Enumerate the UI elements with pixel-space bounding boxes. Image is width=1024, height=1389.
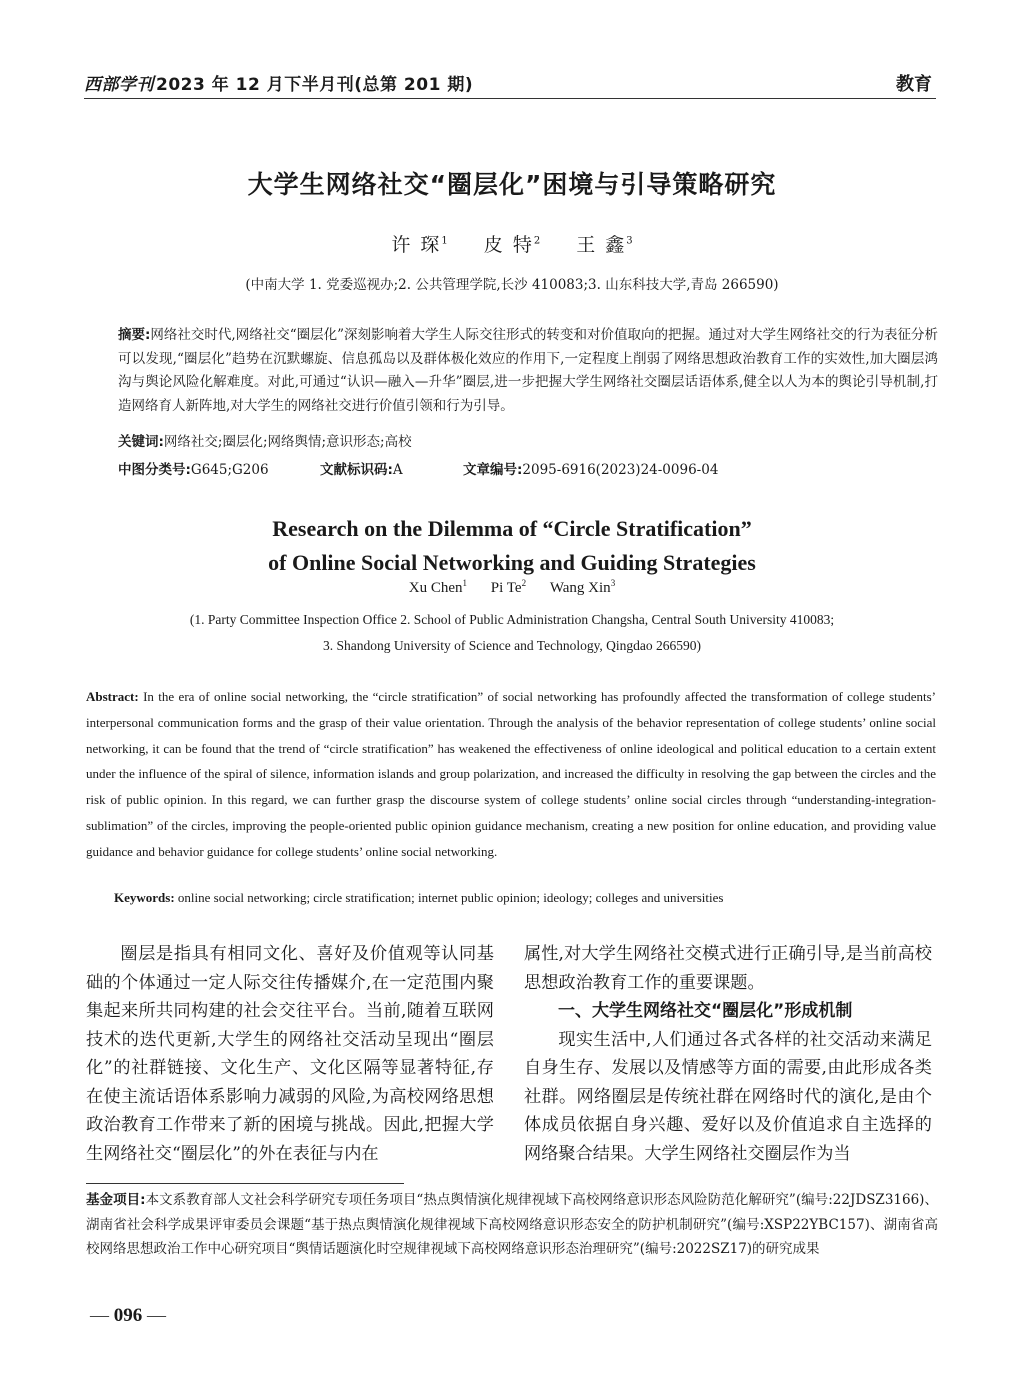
footnote-text: 本文系教育部人文社会科学研究专项任务项目“热点舆情演化规律视域下高校网络意识形态风险防范化解研究”(编号:22JDSZ3166)、湖南省社会科学成果评审委员会课题“基于热点舆情演化规律视域下高校网络意识形态安全的防护机制研究”(编号:XSP22YBC157)、湖南省高校网络思想政治工作中心研究项目“舆情话题演化时空规律视域下高校网络意识形态治理研究”(编号:2022SZ17)的研究成果 [86, 1192, 938, 1257]
doc-code-value: A [392, 462, 403, 478]
en-author: Pi Te$^2$ [490, 578, 527, 596]
clc-label: 中图分类号: [118, 462, 191, 478]
zh-keywords-label: 关键词: [118, 434, 164, 450]
zh-title: 大学生网络社交“圈层化”困境与引导策略研究 [247, 170, 777, 199]
en-author: Wang Xin$^3$ [549, 578, 616, 596]
page-number: — 096 — [90, 1305, 166, 1326]
en-title-line: of Online Social Networking and Guiding Strategies [268, 550, 756, 575]
body-column-left [86, 940, 494, 1168]
en-keywords [114, 890, 936, 906]
zh-abstract-text: 网络社交时代,网络社交“圈层化”深刻影响着大学生人际交往形式的转变和对价值取向的把握。通过对大学生网络社交的行为表征分析可以发现,“圈层化”趋势在沉默螺旋、信息孤岛以及群体极化效应的作用下,一定程度上削弱了网络思想政治教育工作的实效性,加大圈层鸿沟与舆论风险化解难度。对此,可通过“认识—融入—升华”圈层,进一步把握大学生网络社交圈层话语体系,健全以人为本的舆论引导机制,打造网络育人新阵地,对大学生的网络社交进行价值引领和行为引导。 [118, 327, 938, 414]
en-authors [0, 578, 1024, 597]
zh-authors [0, 230, 1024, 257]
body-paragraph: 现实生活中,人们通过各式各样的社交活动来满足自身生存、发展以及情感等方面的需要,由此形成各类社群。网络圈层是传统社群在网络时代的演化,是由个体成员依据自身兴趣、爱好以及价值追求自主选择的网络聚合结果。大学生网络社交圈层作为当 [524, 1029, 932, 1164]
zh-author: 王 鑫$^3$ [576, 234, 633, 256]
section-label: 教育 [896, 74, 932, 95]
doc-code-label: 文献标识码: [320, 462, 393, 478]
en-keywords-text: online social networking; circle stratification; internet public opinion; ideology; colleges and universities [177, 890, 724, 905]
zh-classification [118, 458, 938, 478]
article-no-value: 2095-6916(2023)24-0096-04 [522, 462, 719, 478]
zh-keywords-text: 网络社交;圈层化;网络舆情;意识形态;高校 [163, 434, 412, 450]
zh-abstract [118, 324, 938, 418]
en-keywords-label: Keywords: [114, 890, 175, 905]
en-affiliation: (1. Party Committee Inspection Office 2. School of Public Administration Changsha, Central South University 410083; 3. Shandong University of Science and Technology, Qingdao 266590) [189, 612, 835, 653]
zh-keywords [118, 430, 938, 450]
clc-value: G645;G206 [190, 462, 269, 478]
running-header [84, 70, 473, 95]
article-no-label: 文章编号: [463, 462, 523, 478]
en-abstract-label: Abstract: [86, 689, 139, 704]
zh-author: 许 琛$^1$ [391, 234, 448, 256]
en-title-line: Research on the Dilemma of “Circle Stratification” [272, 516, 752, 541]
funding-footnote [86, 1188, 938, 1262]
footnote-divider [86, 1183, 404, 1184]
journal-logo: 西部学刊 [84, 75, 154, 95]
zh-author: 皮 特$^2$ [483, 234, 541, 256]
en-title [0, 512, 1024, 580]
en-author: Xu Chen$^1$ [408, 578, 468, 596]
en-abstract-text: In the era of online social networking, the “circle stratification” of social networking has profoundly affected the transformation of college students’ interpersonal communication forms and the grasp of their value orientation. Through the analysis of the behavior representation of college students’ online social networking, it can be found that the trend of “circle stratification” has weakened the effectiveness of online ideological and political education to a certain extent under the influence of the spiral of silence, information islands and group polarization, and increased the difficulty in resolving the gap between the circles and the risk of public opinion. In this regard, we can further grasp the discourse system of college students’ online social circles through “understanding-integration-sublimation” of the circles, improving the people-oriented public opinion guidance mechanism, creating a new position for online education, and providing value guidance and behavior guidance for college students’ online social networking. [86, 689, 937, 859]
body-column-right [524, 940, 932, 1168]
zh-abstract-label: 摘要: [118, 327, 151, 343]
header-divider [84, 98, 936, 99]
section-heading: 一、大学生网络社交“圈层化”形成机制 [558, 1001, 853, 1021]
zh-affiliation: (中南大学 1. 党委巡视办;2. 公共管理学院,长沙 410083;3. 山东科技大学,青岛 266590) [245, 277, 779, 293]
issue-info: 2023 年 12 月下半月刊(总第 201 期) [156, 75, 474, 95]
footnote-label: 基金项目: [86, 1192, 146, 1208]
body-paragraph: 属性,对大学生网络社交模式进行正确引导,是当前高校思想政治教育工作的重要课题。 [524, 944, 932, 993]
body-paragraph: 圈层是指具有相同文化、喜好及价值观等认同基础的个体通过一定人际交往传播媒介,在一定范围内聚集起来所共同构建的社会交往平台。当前,随着互联网技术的迭代更新,大学生的网络社交活动呈现出“圈层化”的社群链接、文化生产、文化区隔等显著特征,存在使主流话语体系影响力减弱的风险,为高校网络思想政治教育工作带来了新的困境与挑战。因此,把握大学生网络社交“圈层化”的外在表征与内在 [86, 944, 494, 1164]
en-abstract [86, 684, 936, 865]
